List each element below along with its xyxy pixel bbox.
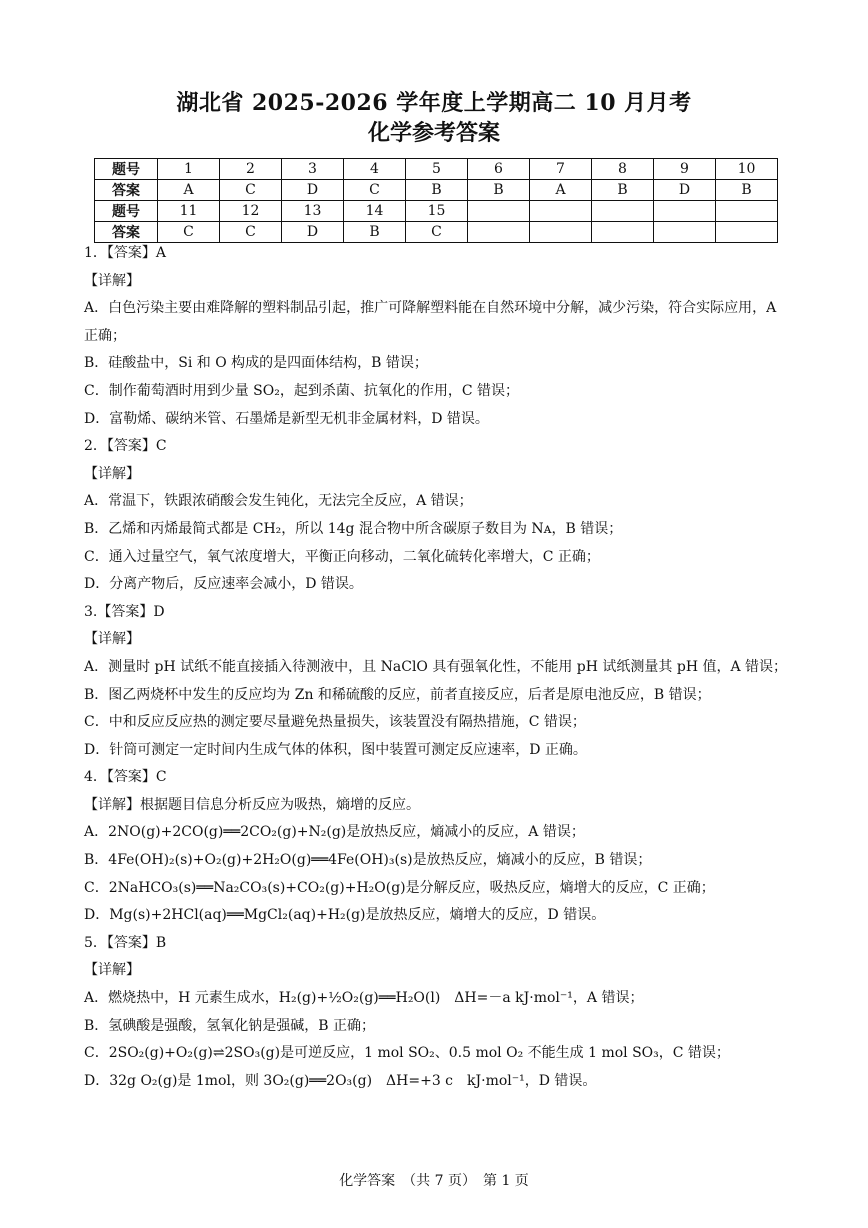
page-footer: 化学答案 （共 7 页） 第 1 页 <box>339 1173 529 1189</box>
table-cell: 7 <box>530 159 592 180</box>
table-cell: 2 <box>220 159 282 180</box>
table-cell: C <box>220 222 282 243</box>
q5-option-d: D．32g O₂(g)是 1mol，则 3O₂(g)══2O₃(g) ΔH=+3 c kJ·mol⁻¹，D 错误。 <box>84 1072 597 1089</box>
document-subtitle: 化学参考答案 <box>367 120 500 146</box>
table-cell: A <box>158 180 220 201</box>
table-row-question-1 <box>95 159 778 180</box>
q3-answer-heading: 3.【答案】D <box>84 603 165 620</box>
table-cell: 11 <box>158 201 220 222</box>
q2-option-a: A．常温下，铁跟浓硝酸会发生钝化，无法完全反应，A 错误； <box>84 493 473 510</box>
table-cell: C <box>406 222 468 243</box>
table-cell: B <box>344 222 406 243</box>
q2-detail-heading: 【详解】 <box>84 465 140 482</box>
table-cell: 13 <box>282 201 344 222</box>
table-cell: 5 <box>406 159 468 180</box>
q5-option-b: B．氢碘酸是强酸，氢氧化钠是强碱，B 正确； <box>84 1017 376 1034</box>
table-cell <box>468 201 530 222</box>
q3-detail-heading: 【详解】 <box>84 631 140 648</box>
table-cell: 15 <box>406 201 468 222</box>
table-cell: 12 <box>220 201 282 222</box>
q5-option-c: C．2SO₂(g)+O₂(g)⇌2SO₃(g)是可逆反应，1 mol SO₂、0.5 mol O₂ 不能生成 1 mol SO₃，C 错误； <box>84 1045 730 1062</box>
q2-option-d: D．分离产物后，反应速率会减小，D 错误。 <box>84 576 363 593</box>
table-cell: B <box>592 180 654 201</box>
q3-option-b: B．图乙两烧杯中发生的反应均为 Zn 和稀硫酸的反应，前者直接反应，后者是原电池反应，B 错误； <box>84 686 711 703</box>
table-cell: D <box>282 180 344 201</box>
table-cell: 8 <box>592 159 654 180</box>
table-cell <box>716 201 778 222</box>
q1-option-a: A．白色污染主要由难降解的塑料制品引起，推广可降解塑料能在自然环境中分解，减少污染，符合实际应用，A 正确； <box>84 300 777 344</box>
q1-option-c: C．制作葡萄酒时用到少量 SO₂，起到杀菌、抗氧化的作用，C 错误； <box>84 382 520 399</box>
table-header-cell: 答案 <box>95 180 158 201</box>
table-cell: 14 <box>344 201 406 222</box>
table-cell <box>654 201 716 222</box>
table-cell: 10 <box>716 159 778 180</box>
table-cell: C <box>158 222 220 243</box>
table-header-cell: 题号 <box>95 201 158 222</box>
table-cell: B <box>468 180 530 201</box>
q4-answer-heading: 4．【答案】C <box>84 769 167 786</box>
q2-answer-heading: 2．【答案】C <box>84 438 167 455</box>
q3-option-a: A．测量时 pH 试纸不能直接插入待测液中，且 NaClO 具有强氧化性，不能用 pH 试纸测量其 pH 值，A 错误； <box>84 658 788 675</box>
table-cell <box>530 201 592 222</box>
table-cell <box>592 201 654 222</box>
q1-option-d: D．富勒烯、碳纳米管、石墨烯是新型无机非金属材料，D 错误。 <box>84 410 489 427</box>
q3-option-c: C．中和反应反应热的测定要尽量避免热量损失，该装置没有隔热措施，C 错误； <box>84 714 586 731</box>
table-cell: C <box>220 180 282 201</box>
table-cell: B <box>406 180 468 201</box>
q4-option-a: A．2NO(g)+2CO(g)══2CO₂(g)+N₂(g)是放热反应，熵减小的反应，A 错误； <box>84 824 585 841</box>
q4-option-d: D．Mg(s)+2HCl(aq)══MgCl₂(aq)+H₂(g)是放热反应，熵增大的反应，D 错误。 <box>84 907 606 924</box>
table-cell: C <box>344 180 406 201</box>
q1-detail-heading: 【详解】 <box>84 272 140 289</box>
table-cell: B <box>716 180 778 201</box>
q5-detail-heading: 【详解】 <box>84 962 140 979</box>
table-row-answer-1 <box>95 180 778 201</box>
table-row-question-2 <box>95 201 778 222</box>
table-cell: 9 <box>654 159 716 180</box>
q2-option-b: B．乙烯和丙烯最简式都是 CH₂，所以 14g 混合物中所含碳原子数目为 Nᴀ，B 错误； <box>84 520 623 537</box>
answer-explanations <box>84 240 794 1095</box>
q2-option-c: C．通入过量空气，氧气浓度增大，平衡正向移动，二氧化硫转化率增大，C 正确； <box>84 548 600 565</box>
table-cell: 6 <box>468 159 530 180</box>
q1-answer-heading: 1．【答案】A <box>84 245 167 261</box>
q4-detail-heading: 【详解】根据题目信息分析反应为吸热，熵增的反应。 <box>84 796 420 813</box>
table-cell: A <box>530 180 592 201</box>
q3-option-d: D．针筒可测定一定时间内生成气体的体积，图中装置可测定反应速率，D 正确。 <box>84 741 587 758</box>
table-cell: 4 <box>344 159 406 180</box>
document-title: 湖北省 2025-2026 学年度上学期高二 10 月月考 <box>176 90 692 116</box>
q4-option-b: B．4Fe(OH)₂(s)+O₂(g)+2H₂O(g)══4Fe(OH)₃(s)是放热反应，熵减小的反应，B 错误； <box>84 852 652 869</box>
table-header-cell: 答案 <box>95 222 158 243</box>
q4-option-c: C．2NaHCO₃(s)══Na₂CO₃(s)+CO₂(g)+H₂O(g)是分解反应，吸热反应，熵增大的反应，C 正确； <box>84 879 715 896</box>
answer-table <box>94 158 778 243</box>
table-cell: D <box>654 180 716 201</box>
table-header-cell: 题号 <box>95 159 158 180</box>
table-cell: D <box>282 222 344 243</box>
q5-answer-heading: 5．【答案】B <box>84 934 167 951</box>
q1-option-b: B．硅酸盐中，Si 和 O 构成的是四面体结构，B 错误； <box>84 355 428 372</box>
q5-option-a: A．燃烧热中，H 元素生成水，H₂(g)+½O₂(g)══H₂O(l) ΔH=－a kJ·mol⁻¹，A 错误； <box>84 990 644 1007</box>
table-cell: 3 <box>282 159 344 180</box>
table-cell: 1 <box>158 159 220 180</box>
